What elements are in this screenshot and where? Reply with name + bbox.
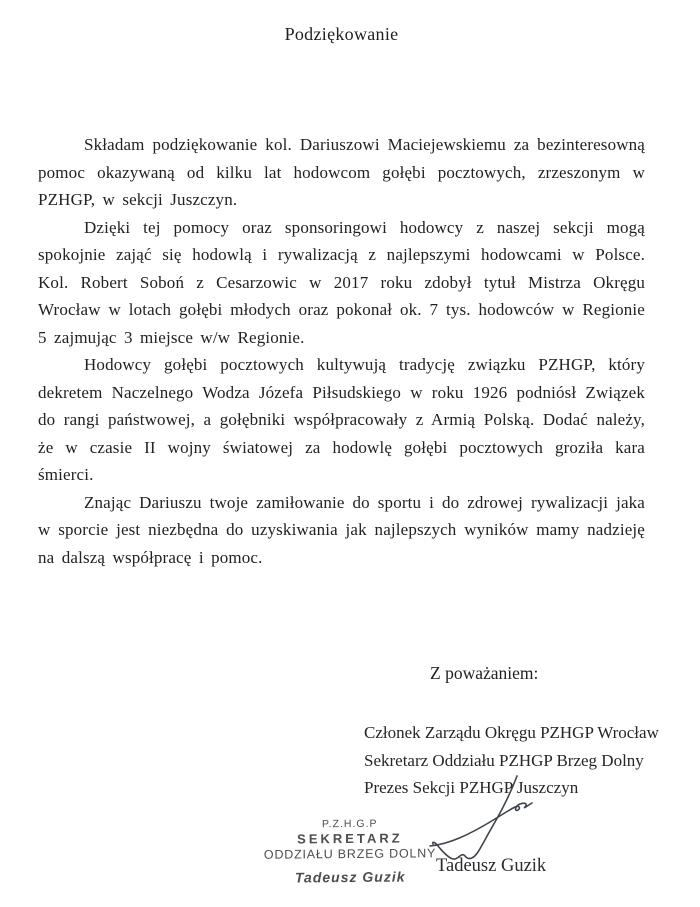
stamp-name: Tadeusz Guzik [294, 868, 406, 886]
paragraph-4: Znając Dariuszu twoje zamiłowanie do sportu i do zdrowej rywalizacji jaka w sporcie jest niezbędna do uzyskiwania jak najlepszych wyników mamy nadzieję na dalszą współpracę i pomoc. [38, 492, 645, 567]
signer-printed-name: Tadeusz Guzik [436, 856, 547, 876]
paragraph-3: Hodowcy gołębi pocztowych kultywują tradycję związku PZHGP, który dekretem Naczelnego Wodza Józefa Piłsudskiego w roku 1926 podniósł Związek do rangi państwowej, a gołębniki współpracowały z Armią Polską. Dodać należy, że w czasie II wojny światowej za hodowlę gołębi pocztowych groziła kara śmierci. [38, 355, 645, 484]
letter-body [38, 131, 645, 571]
stamp-role: SEKRETARZ [297, 830, 403, 847]
stamp-branch: ODDZIAŁU BRZEG DOLNY [263, 846, 437, 862]
paragraph-2: Dzięki tej pomocy oraz sponsoringowi hodowcy z naszej sekcji mogą spokojnie zająć się hodowlą i rywalizacją z najlepszymi hodowcami w Polsce. Kol. Robert Soboń z Cesarzowic w 2017 roku zdobył tytuł Mistrza Okręgu Wrocław w lotach gołębi młodych oraz pokonał ok. 7 tys. hodowców w Regionie 5 zajmując 3 miejsce w/w Regionie. [38, 217, 645, 347]
signer-title-2: Sekretarz Oddziału PZHGP Brzeg Dolny [364, 750, 644, 770]
stamp-organization: P.Z.H.G.P [321, 817, 378, 831]
signer-title-3: Prezes Sekcji PZHGP Juszczyn [364, 778, 579, 797]
paragraph-1: Składam podziękowanie kol. Dariuszowi Maciejewskiemu za bezinteresowną pomoc okazywaną od kilku lat hodowcom gołębi pocztowych, zrzeszonym w PZHGP, w sekcji Juszczyn. [38, 135, 645, 209]
letter-title: Podziękowanie [284, 24, 399, 44]
rubber-stamp [252, 817, 449, 886]
signer-title-1: Członek Zarządu Okręgu PZHGP Wrocław [364, 723, 659, 742]
closing-salutation: Z poważaniem: [430, 663, 539, 683]
